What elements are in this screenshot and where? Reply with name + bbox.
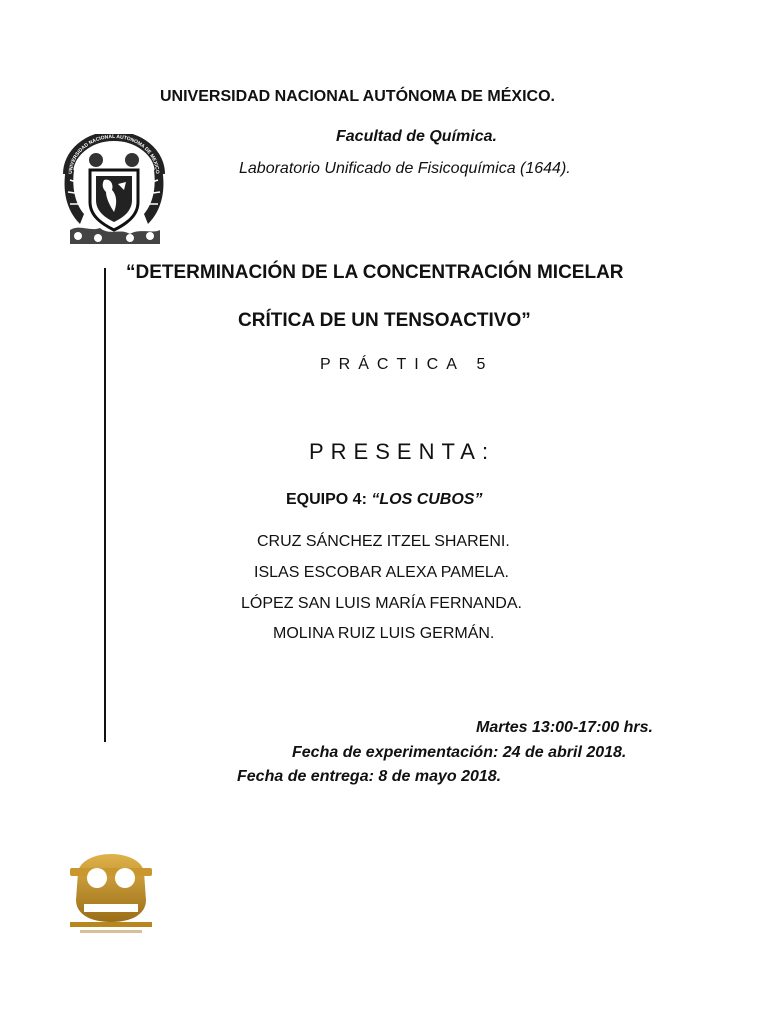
- svg-text:UNIVERSIDAD NACIONAL AUTONOMA: UNIVERSIDAD NACIONAL AUTONOMA DE MEXICO: [67, 134, 161, 175]
- faculty-name: Facultad de Química.: [336, 128, 497, 145]
- practice-number: PRÁCTICA 5: [320, 356, 494, 373]
- university-name: UNIVERSIDAD NACIONAL AUTÓNOMA DE MÉXICO.: [160, 88, 555, 105]
- team-member: CRUZ SÁNCHEZ ITZEL SHARENI.: [257, 533, 510, 550]
- facultad-quimica-logo: [66, 852, 156, 936]
- team-member: MOLINA RUIZ LUIS GERMÁN.: [273, 625, 495, 642]
- document-title-line-2: CRÍTICA DE UN TENSOACTIVO”: [238, 310, 531, 331]
- vertical-divider-line: [104, 268, 106, 742]
- team-label: EQUIPO 4:: [286, 491, 367, 508]
- team-heading: [286, 491, 482, 509]
- experiment-date: Fecha de experimentación: 24 de abril 2018.: [292, 744, 627, 761]
- team-member: LÓPEZ SAN LUIS MARÍA FERNANDA.: [241, 595, 522, 612]
- unam-seal-logo: [60, 134, 168, 246]
- team-name: “LOS CUBOS”: [371, 491, 483, 508]
- laboratory-name: Laboratorio Unificado de Fisicoquímica (1644).: [239, 160, 571, 177]
- team-member: ISLAS ESCOBAR ALEXA PAMELA.: [254, 564, 509, 581]
- delivery-date: Fecha de entrega: 8 de mayo 2018.: [237, 768, 502, 785]
- presenta-heading: PRESENTA:: [309, 439, 496, 464]
- document-title-line-1: “DETERMINACIÓN DE LA CONCENTRACIÓN MICELAR: [126, 262, 624, 283]
- lab-schedule: Martes 13:00-17:00 hrs.: [476, 719, 653, 736]
